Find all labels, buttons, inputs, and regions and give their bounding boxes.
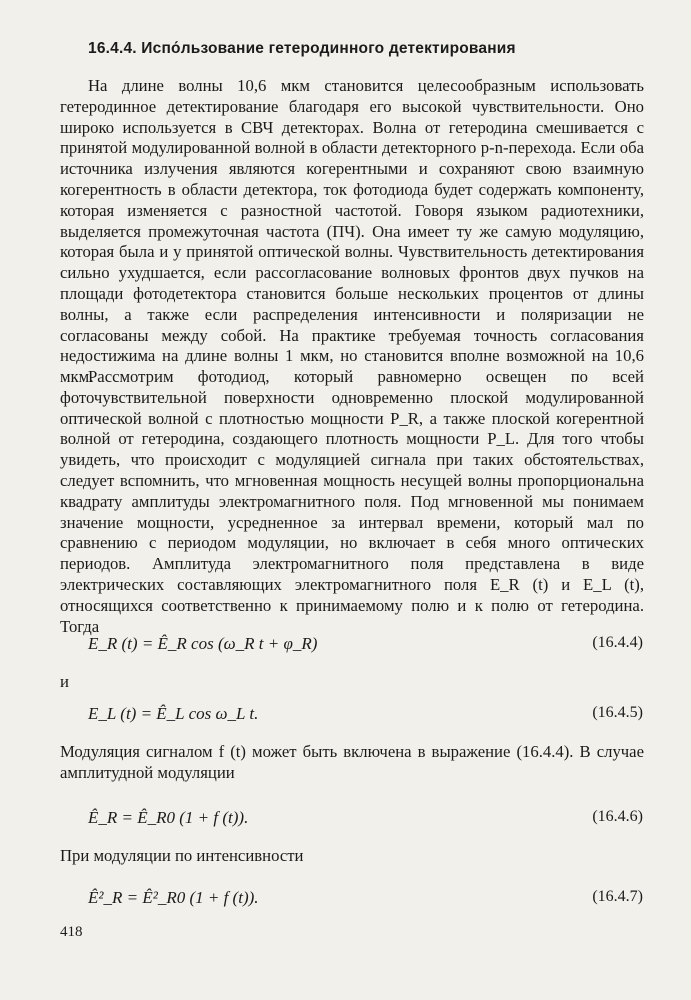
equation-expression: Ê_R = Ê_R0 (1 + f (t)).	[88, 808, 249, 827]
page-number: 418	[60, 924, 83, 940]
equation-expression: Ê²_R = Ê²_R0 (1 + f (t)).	[88, 888, 259, 907]
equation-16-4-4	[88, 634, 643, 660]
equation-number: (16.4.5)	[592, 704, 643, 721]
paragraph-heterodyne-intro: На длине волны 10,6 мкм становится целесообразным использовать гетеродинное детектирование благодаря его высокой чувствительности. Оно широко используется в СВЧ детекторах. Волна от гетеродина смешивается с принятой модулированной волной в области детекторного p-n-перехода. Если оба источника излучения являются когерентными и сохраняют свою взаимную когерентность в области детектора, ток фотодиода будет содержать компоненту, которая изменяется с разностной частотой. Говоря языком радиотехники, выделяется промежуточная частота (ПЧ). Она имеет ту же самую модуляцию, которая была и у принятой оптической волны. Чувствительность детектирования сильно ухудшается, если рассогласование волновых фронтов двух пучков на площади фотодетектора становится больше нескольких процентов от длины волны, а также если распределения интенсивности и поляризации не согласованы между собой. На практике требуемая точность согласования недостижима на длине волны 1 мкм, но становится вполне возможной на 10,6 мкм.	[60, 76, 644, 387]
equation-16-4-6	[88, 808, 643, 834]
paragraph-amplitude-modulation: Модуляция сигналом f (t) может быть включена в выражение (16.4.4). В случае амплитудной модуляции	[60, 742, 644, 782]
equation-expression: E_R (t) = Ê_R cos (ω_R t + φ_R)	[88, 634, 318, 653]
paragraph-intensity-modulation: При модуляции по интенсивности	[60, 846, 304, 865]
equation-number: (16.4.4)	[592, 634, 643, 651]
equation-16-4-5	[88, 704, 643, 730]
paragraph-photodiode: Рассмотрим фотодиод, который равномерно освещен по всей фоточувствительной поверхности одновременно плоской модулированной оптической волной с плотностью мощности P_R, а также плоской когерентной волной от гетеродина, создающего плотность мощности P_L. Для того чтобы увидеть, что происходит с модуляцией сигнала при таких обстоятельствах, следует вспомнить, что мгновенная мощность несущей волны пропорциональна квадрату амплитуды электромагнитного поля. Под мгновенной мы понимаем значение мощности, усредненное за интервал времени, который мал по сравнению с периодом модуляции, но включает в себя много оптических периодов. Амплитуда электромагнитного поля представлена в виде электрических составляющих электромагнитного поля E_R (t) и E_L (t), относящихся соответственно к принимаемому полю и к полю от гетеродина. Тогда	[60, 367, 644, 636]
equation-expression: E_L (t) = Ê_L cos ω_L t.	[88, 704, 259, 723]
section-heading: 16.4.4. Испо́льзование гетеродинного детектирования	[88, 40, 516, 57]
conjunction-and: и	[60, 672, 69, 691]
equation-number: (16.4.6)	[592, 808, 643, 825]
equation-number: (16.4.7)	[592, 888, 643, 905]
equation-16-4-7	[88, 888, 643, 914]
